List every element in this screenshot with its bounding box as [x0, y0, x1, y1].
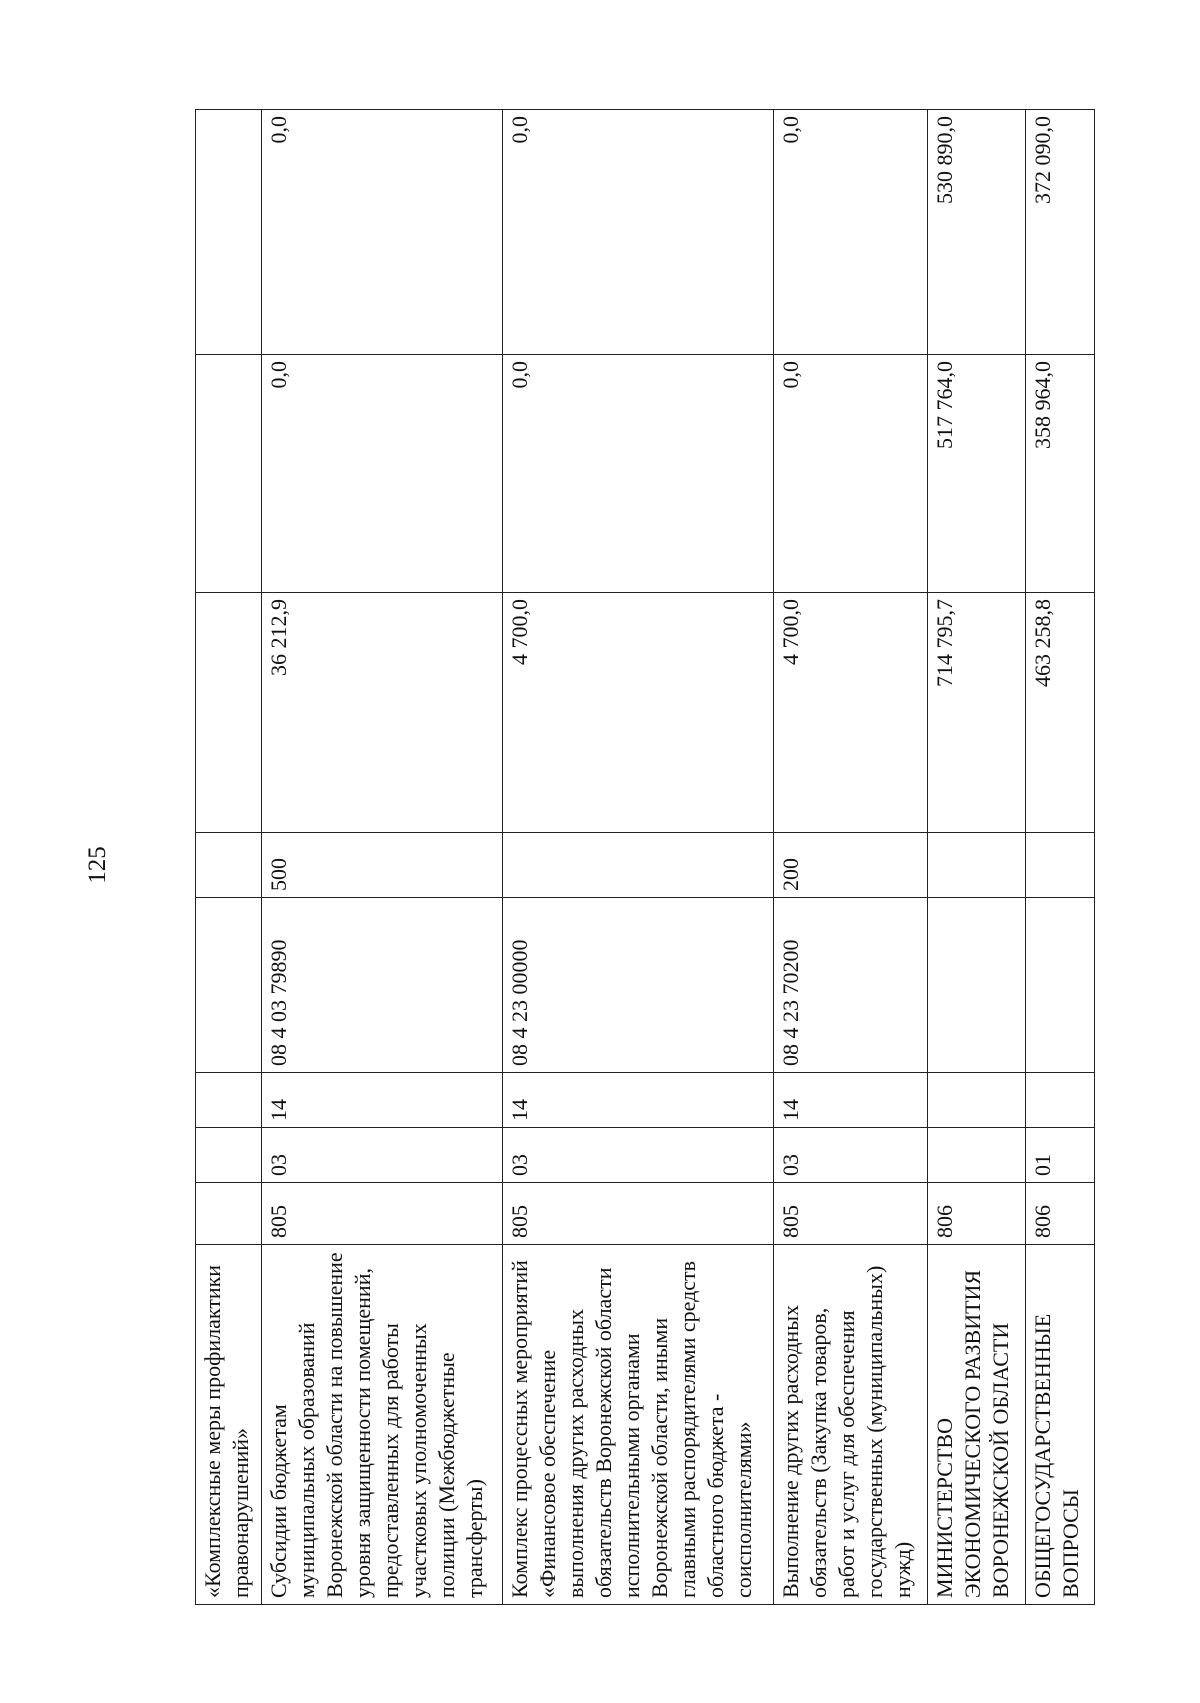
csr-code — [927, 898, 1025, 1073]
row-name: Субсидии бюджетам муниципальных образований Воронежской области на повышение уровня защищенности помещений, предоставленных для работы участковых уполномоченных полиции (Межбюджетные трансферты) — [261, 1245, 502, 1605]
rz-code: 01 — [1025, 1128, 1094, 1183]
budget-table — [195, 109, 1095, 1605]
row-name: Выполнение других расходных обязательств (Закупка товаров, работ и услуг для обеспечения государственных (муниципальных) нужд) — [774, 1245, 928, 1605]
csr-code: 08 4 23 00000 — [503, 898, 774, 1073]
gr-code: 806 — [927, 1183, 1025, 1245]
gr-code: 805 — [261, 1183, 502, 1245]
sum-year-2: 0,0 — [261, 355, 502, 593]
sum-year-2: 0,0 — [503, 355, 774, 593]
table-row — [503, 110, 774, 1605]
row-name: «Комплексные меры профилактики правонарушений» — [196, 1245, 262, 1605]
pr-code: 14 — [774, 1073, 928, 1128]
sum-year-1: 463 258,8 — [1025, 593, 1094, 833]
pr-code: 14 — [261, 1073, 502, 1128]
vr-code: 500 — [261, 833, 502, 898]
csr-code — [196, 898, 262, 1073]
gr-code: 806 — [1025, 1183, 1094, 1245]
csr-code: 08 4 23 70200 — [774, 898, 928, 1073]
sum-year-2: 358 964,0 — [1025, 355, 1094, 593]
sum-year-1: 714 795,7 — [927, 593, 1025, 833]
sum-year-3: 0,0 — [774, 110, 928, 355]
sum-year-2 — [196, 355, 262, 593]
table-row — [774, 110, 928, 1605]
sum-year-1: 4 700,0 — [503, 593, 774, 833]
rotated-table-container — [195, 110, 1095, 1605]
gr-code: 805 — [503, 1183, 774, 1245]
table-row — [927, 110, 1025, 1605]
sum-year-3: 372 090,0 — [1025, 110, 1094, 355]
sum-year-2: 517 764,0 — [927, 355, 1025, 593]
sum-year-3: 0,0 — [261, 110, 502, 355]
sum-year-1: 4 700,0 — [774, 593, 928, 833]
sum-year-1 — [196, 593, 262, 833]
row-name: МИНИСТЕРСТВО ЭКОНОМИЧЕСКОГО РАЗВИТИЯ ВОРОНЕЖСКОЙ ОБЛАСТИ — [927, 1245, 1025, 1605]
rz-code: 03 — [774, 1128, 928, 1183]
row-name: ОБЩЕГОСУДАРСТВЕННЫЕ ВОПРОСЫ — [1025, 1245, 1094, 1605]
vr-code — [196, 833, 262, 898]
rz-code — [927, 1128, 1025, 1183]
vr-code — [1025, 833, 1094, 898]
rz-code: 03 — [503, 1128, 774, 1183]
gr-code — [196, 1183, 262, 1245]
rz-code — [196, 1128, 262, 1183]
page-number: 125 — [84, 846, 111, 884]
vr-code — [503, 833, 774, 898]
vr-code — [927, 833, 1025, 898]
sum-year-1: 36 212,9 — [261, 593, 502, 833]
table-row — [196, 110, 262, 1605]
table-row — [261, 110, 502, 1605]
pr-code — [927, 1073, 1025, 1128]
pr-code — [1025, 1073, 1094, 1128]
row-name: Комплекс процессных мероприятий «Финансовое обеспечение выполнения других расходных обязательств Воронежской области исполнительными органами Воронежской области, иными главными распорядителями средств областного бюджета - соисполнителями» — [503, 1245, 774, 1605]
sum-year-3 — [196, 110, 262, 355]
table-row — [1025, 110, 1094, 1605]
vr-code: 200 — [774, 833, 928, 898]
rz-code: 03 — [261, 1128, 502, 1183]
sum-year-3: 530 890,0 — [927, 110, 1025, 355]
sum-year-3: 0,0 — [503, 110, 774, 355]
csr-code: 08 4 03 79890 — [261, 898, 502, 1073]
sum-year-2: 0,0 — [774, 355, 928, 593]
gr-code: 805 — [774, 1183, 928, 1245]
csr-code — [1025, 898, 1094, 1073]
pr-code — [196, 1073, 262, 1128]
pr-code: 14 — [503, 1073, 774, 1128]
